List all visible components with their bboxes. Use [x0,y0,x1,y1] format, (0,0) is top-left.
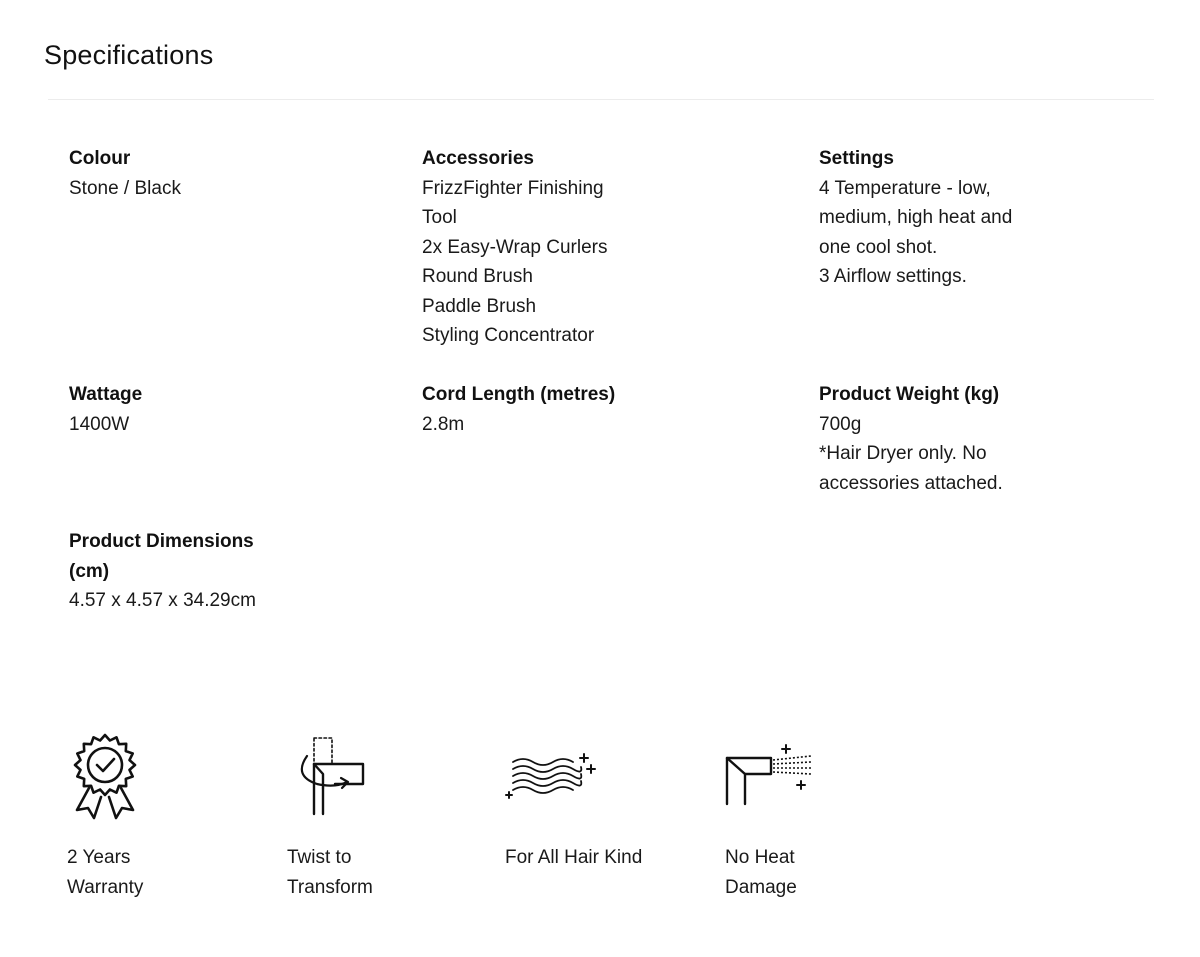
spec-product-weight [819,380,1159,498]
spec-wattage [69,380,369,439]
spec-value: FrizzFighter Finishing Tool 2x Easy-Wrap Curlers Round Brush Paddle Brush Styling Concentrator [422,177,608,346]
section-divider [48,99,1154,100]
twist-transform-icon [287,730,367,822]
spec-accessories [422,144,762,351]
page-title: Specifications [44,40,214,70]
feature-label: No Heat Damage [725,847,797,898]
spec-value: 4.57 x 4.57 x 34.29cm [69,590,256,611]
spec-label: Wattage [69,384,143,405]
spec-settings [819,144,1159,292]
spec-value: 2.8m [422,413,465,435]
spec-label: Product Dimensions (cm) [69,531,254,582]
warranty-badge-icon [67,730,143,822]
feature-label: Twist to Transform [287,847,373,898]
spec-cord-length [422,380,762,439]
feature-label: For All Hair Kind [505,847,643,868]
spec-label: Cord Length (metres) [422,384,616,405]
spec-label: Settings [819,148,894,169]
spec-label: Product Weight (kg) [819,384,1000,405]
hair-waves-icon [505,730,605,822]
spec-product-dimensions [69,527,369,616]
spec-colour [69,144,369,203]
spec-value: 4 Temperature - low, medium, high heat and one cool shot. 3 Airflow settings. [819,177,1013,287]
spec-value: Stone / Black [69,177,181,199]
spec-value: 700g *Hair Dryer only. No accessories attached. [819,413,1003,494]
spec-value: 1400W [69,413,130,435]
airflow-nozzle-icon [725,730,821,822]
feature-label: 2 Years Warranty [67,847,144,898]
spec-label: Accessories [422,148,534,169]
spec-label: Colour [69,148,131,169]
